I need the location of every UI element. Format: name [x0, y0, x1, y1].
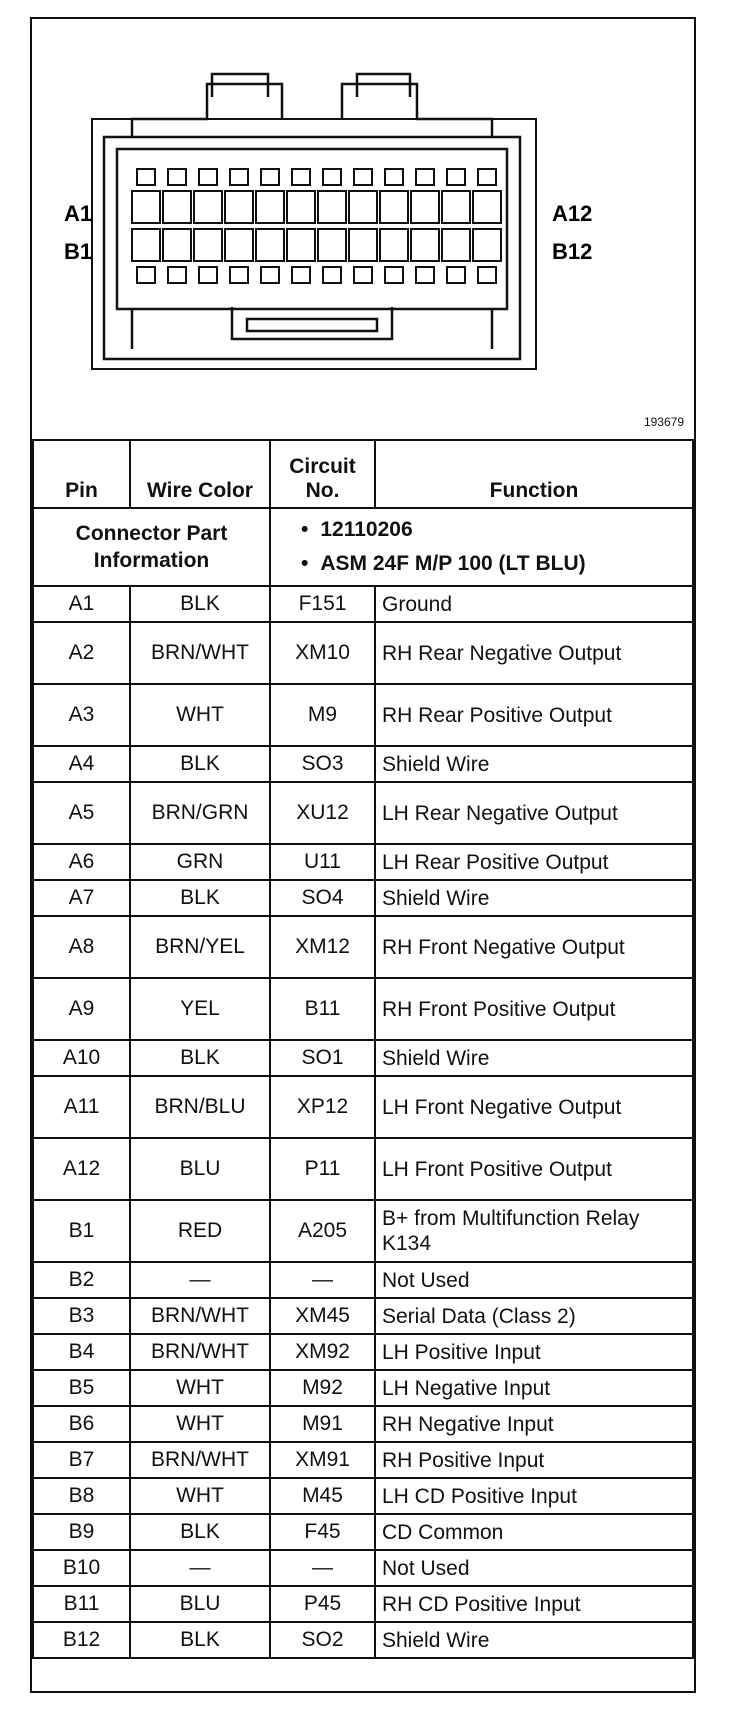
- wire-color-cell: BLK: [130, 1514, 270, 1550]
- terminal-latch-b12: [478, 267, 496, 283]
- wire-color-cell: BRN/WHT: [130, 1442, 270, 1478]
- pin-cell: A6: [33, 844, 130, 880]
- function-cell: RH Rear Negative Output: [375, 622, 693, 684]
- circuit-cell: M45: [270, 1478, 375, 1514]
- function-cell: LH CD Positive Input: [375, 1478, 693, 1514]
- table-row: [33, 1370, 693, 1406]
- label-a12-right: A12: [552, 201, 593, 226]
- header-circuit-no: Circuit No.: [270, 440, 375, 508]
- terminal-latch-a9: [385, 169, 403, 185]
- circuit-cell: M91: [270, 1406, 375, 1442]
- part-description: • ASM 24F M/P 100 (LT BLU): [301, 547, 686, 581]
- pin-cell: B11: [33, 1586, 130, 1622]
- pin-cell: B5: [33, 1370, 130, 1406]
- circuit-cell: B11: [270, 978, 375, 1040]
- circuit-cell: XM10: [270, 622, 375, 684]
- table-row: [33, 916, 693, 978]
- cavity-a5: [256, 191, 284, 223]
- terminal-latch-a11: [447, 169, 465, 185]
- wire-color-cell: BLK: [130, 880, 270, 916]
- table-row: [33, 1334, 693, 1370]
- wire-color-cell: BRN/YEL: [130, 916, 270, 978]
- wire-color-cell: BRN/GRN: [130, 782, 270, 844]
- terminal-latch-a4: [230, 169, 248, 185]
- function-cell: RH Front Positive Output: [375, 978, 693, 1040]
- wire-color-cell: BRN/WHT: [130, 1334, 270, 1370]
- terminal-latch-a7: [323, 169, 341, 185]
- circuit-cell: SO4: [270, 880, 375, 916]
- cavity-a11: [442, 191, 470, 223]
- pin-cell: A2: [33, 622, 130, 684]
- pin-cell: B12: [33, 1622, 130, 1658]
- label-a1-left: A1: [64, 201, 93, 226]
- circuit-cell: —: [270, 1550, 375, 1586]
- terminal-latch-a1: [137, 169, 155, 185]
- circuit-cell: A205: [270, 1200, 375, 1262]
- circuit-cell: M9: [270, 684, 375, 746]
- wire-color-cell: —: [130, 1262, 270, 1298]
- terminal-latch-b10: [416, 267, 434, 283]
- pin-cell: B1: [33, 1200, 130, 1262]
- function-cell: LH Positive Input: [375, 1334, 693, 1370]
- table-row: [33, 1514, 693, 1550]
- wire-color-cell: BLK: [130, 586, 270, 622]
- pin-cell: A10: [33, 1040, 130, 1076]
- cavity-b2: [163, 229, 191, 261]
- cavity-b3: [194, 229, 222, 261]
- pin-cell: B4: [33, 1334, 130, 1370]
- wire-color-cell: WHT: [130, 1478, 270, 1514]
- wire-color-cell: WHT: [130, 1406, 270, 1442]
- circuit-cell: SO2: [270, 1622, 375, 1658]
- circuit-cell: —: [270, 1262, 375, 1298]
- circuit-cell: XM45: [270, 1298, 375, 1334]
- wire-color-cell: —: [130, 1550, 270, 1586]
- table-row: [33, 1622, 693, 1658]
- circuit-cell: P11: [270, 1138, 375, 1200]
- function-cell: Shield Wire: [375, 746, 693, 782]
- pin-cell: B7: [33, 1442, 130, 1478]
- function-cell: LH Rear Positive Output: [375, 844, 693, 880]
- terminal-latch-a8: [354, 169, 372, 185]
- table-row: [33, 1586, 693, 1622]
- wire-color-cell: YEL: [130, 978, 270, 1040]
- function-cell: RH Positive Input: [375, 1442, 693, 1478]
- circuit-cell: SO1: [270, 1040, 375, 1076]
- function-cell: LH Front Negative Output: [375, 1076, 693, 1138]
- pin-cell: A12: [33, 1138, 130, 1200]
- cavity-b7: [318, 229, 346, 261]
- circuit-cell: XU12: [270, 782, 375, 844]
- pin-cell: B8: [33, 1478, 130, 1514]
- wire-color-cell: WHT: [130, 684, 270, 746]
- function-cell: LH Rear Negative Output: [375, 782, 693, 844]
- terminal-latch-b6: [292, 267, 310, 283]
- terminal-latch-a2: [168, 169, 186, 185]
- cavity-a3: [194, 191, 222, 223]
- table-row: [33, 1478, 693, 1514]
- cavity-b10: [411, 229, 439, 261]
- connector-diagram: [32, 19, 694, 441]
- table-row: [33, 1550, 693, 1586]
- wire-color-cell: BLU: [130, 1138, 270, 1200]
- table-row: [33, 880, 693, 916]
- terminal-latch-b2: [168, 267, 186, 283]
- cavity-b12: [473, 229, 501, 261]
- cavity-b5: [256, 229, 284, 261]
- wire-color-cell: BLK: [130, 746, 270, 782]
- wire-color-cell: BLU: [130, 1586, 270, 1622]
- function-cell: RH Front Negative Output: [375, 916, 693, 978]
- pin-cell: A1: [33, 586, 130, 622]
- terminal-latch-a6: [292, 169, 310, 185]
- circuit-cell: XM92: [270, 1334, 375, 1370]
- table-row: [33, 844, 693, 880]
- function-cell: Not Used: [375, 1262, 693, 1298]
- cavity-b6: [287, 229, 315, 261]
- cavity-a12: [473, 191, 501, 223]
- connector-face-drawing: [32, 19, 693, 437]
- circuit-cell: F45: [270, 1514, 375, 1550]
- wire-color-cell: RED: [130, 1200, 270, 1262]
- pin-cell: A4: [33, 746, 130, 782]
- cavity-a9: [380, 191, 408, 223]
- wire-color-cell: BRN/BLU: [130, 1076, 270, 1138]
- table-row: [33, 978, 693, 1040]
- function-cell: Shield Wire: [375, 1040, 693, 1076]
- cavity-b11: [442, 229, 470, 261]
- header-function: Function: [375, 440, 693, 508]
- circuit-cell: SO3: [270, 746, 375, 782]
- wire-color-cell: BRN/WHT: [130, 622, 270, 684]
- function-cell: LH Front Positive Output: [375, 1138, 693, 1200]
- table-row: [33, 746, 693, 782]
- label-b12-right: B12: [552, 239, 593, 264]
- function-cell: Shield Wire: [375, 880, 693, 916]
- function-cell: Ground: [375, 586, 693, 622]
- cavity-a1: [132, 191, 160, 223]
- table-row: [33, 1442, 693, 1478]
- table-row: [33, 1406, 693, 1442]
- cavity-b1: [132, 229, 160, 261]
- wire-color-cell: GRN: [130, 844, 270, 880]
- cavity-a10: [411, 191, 439, 223]
- pinout-table: [32, 439, 694, 1659]
- wire-color-cell: BRN/WHT: [130, 1298, 270, 1334]
- pin-cell: A11: [33, 1076, 130, 1138]
- function-cell: RH Negative Input: [375, 1406, 693, 1442]
- wire-color-cell: BLK: [130, 1040, 270, 1076]
- terminal-latch-a3: [199, 169, 217, 185]
- table-row: [33, 1200, 693, 1262]
- header-wire-color: Wire Color: [130, 440, 270, 508]
- pin-cell: A3: [33, 684, 130, 746]
- circuit-cell: XP12: [270, 1076, 375, 1138]
- table-row: [33, 782, 693, 844]
- terminal-latch-b8: [354, 267, 372, 283]
- terminal-latch-a12: [478, 169, 496, 185]
- function-cell: RH CD Positive Input: [375, 1586, 693, 1622]
- terminal-latch-b11: [447, 267, 465, 283]
- table-header: [33, 440, 693, 508]
- cavity-b4: [225, 229, 253, 261]
- pin-cell: B10: [33, 1550, 130, 1586]
- function-cell: LH Negative Input: [375, 1370, 693, 1406]
- function-cell: CD Common: [375, 1514, 693, 1550]
- cavity-a4: [225, 191, 253, 223]
- function-cell: RH Rear Positive Output: [375, 684, 693, 746]
- pinout-rows: [33, 586, 693, 1658]
- pin-cell: B3: [33, 1298, 130, 1334]
- table-row: [33, 684, 693, 746]
- circuit-cell: XM12: [270, 916, 375, 978]
- cavity-a7: [318, 191, 346, 223]
- terminal-latch-b9: [385, 267, 403, 283]
- pin-cell: A7: [33, 880, 130, 916]
- terminal-latch-b4: [230, 267, 248, 283]
- header-pin: Pin: [33, 440, 130, 508]
- terminal-latch-b5: [261, 267, 279, 283]
- terminal-latch-b3: [199, 267, 217, 283]
- connector-info-values: [270, 508, 693, 586]
- terminal-latch-a5: [261, 169, 279, 185]
- wire-color-cell: BLK: [130, 1622, 270, 1658]
- cavity-a2: [163, 191, 191, 223]
- circuit-cell: U11: [270, 844, 375, 880]
- function-cell: B+ from Multifunction Relay K134: [375, 1200, 693, 1262]
- pin-cell: B6: [33, 1406, 130, 1442]
- table-row: [33, 1298, 693, 1334]
- figure-number: 193679: [643, 415, 684, 429]
- table-row: [33, 622, 693, 684]
- pin-cell: B9: [33, 1514, 130, 1550]
- wire-color-cell: WHT: [130, 1370, 270, 1406]
- circuit-cell: M92: [270, 1370, 375, 1406]
- connector-info-section: [33, 508, 693, 586]
- connector-info-label: Connector Part Information: [33, 508, 270, 586]
- terminal-latch-b1: [137, 267, 155, 283]
- cavity-a6: [287, 191, 315, 223]
- function-cell: Not Used: [375, 1550, 693, 1586]
- pin-cell: B2: [33, 1262, 130, 1298]
- cavity-b8: [349, 229, 377, 261]
- circuit-cell: P45: [270, 1586, 375, 1622]
- circuit-cell: F151: [270, 586, 375, 622]
- label-b1-left: B1: [64, 239, 93, 264]
- terminal-latch-b7: [323, 267, 341, 283]
- part-number: • 12110206: [301, 513, 686, 547]
- pin-cell: A9: [33, 978, 130, 1040]
- function-cell: Serial Data (Class 2): [375, 1298, 693, 1334]
- connector-sheet: [30, 17, 696, 1693]
- table-row: [33, 1076, 693, 1138]
- function-cell: Shield Wire: [375, 1622, 693, 1658]
- cavity-b9: [380, 229, 408, 261]
- table-row: [33, 586, 693, 622]
- table-row: [33, 1262, 693, 1298]
- terminal-latch-a10: [416, 169, 434, 185]
- pin-cell: A5: [33, 782, 130, 844]
- table-row: [33, 1040, 693, 1076]
- pin-cell: A8: [33, 916, 130, 978]
- circuit-cell: XM91: [270, 1442, 375, 1478]
- table-row: [33, 1138, 693, 1200]
- cavity-a8: [349, 191, 377, 223]
